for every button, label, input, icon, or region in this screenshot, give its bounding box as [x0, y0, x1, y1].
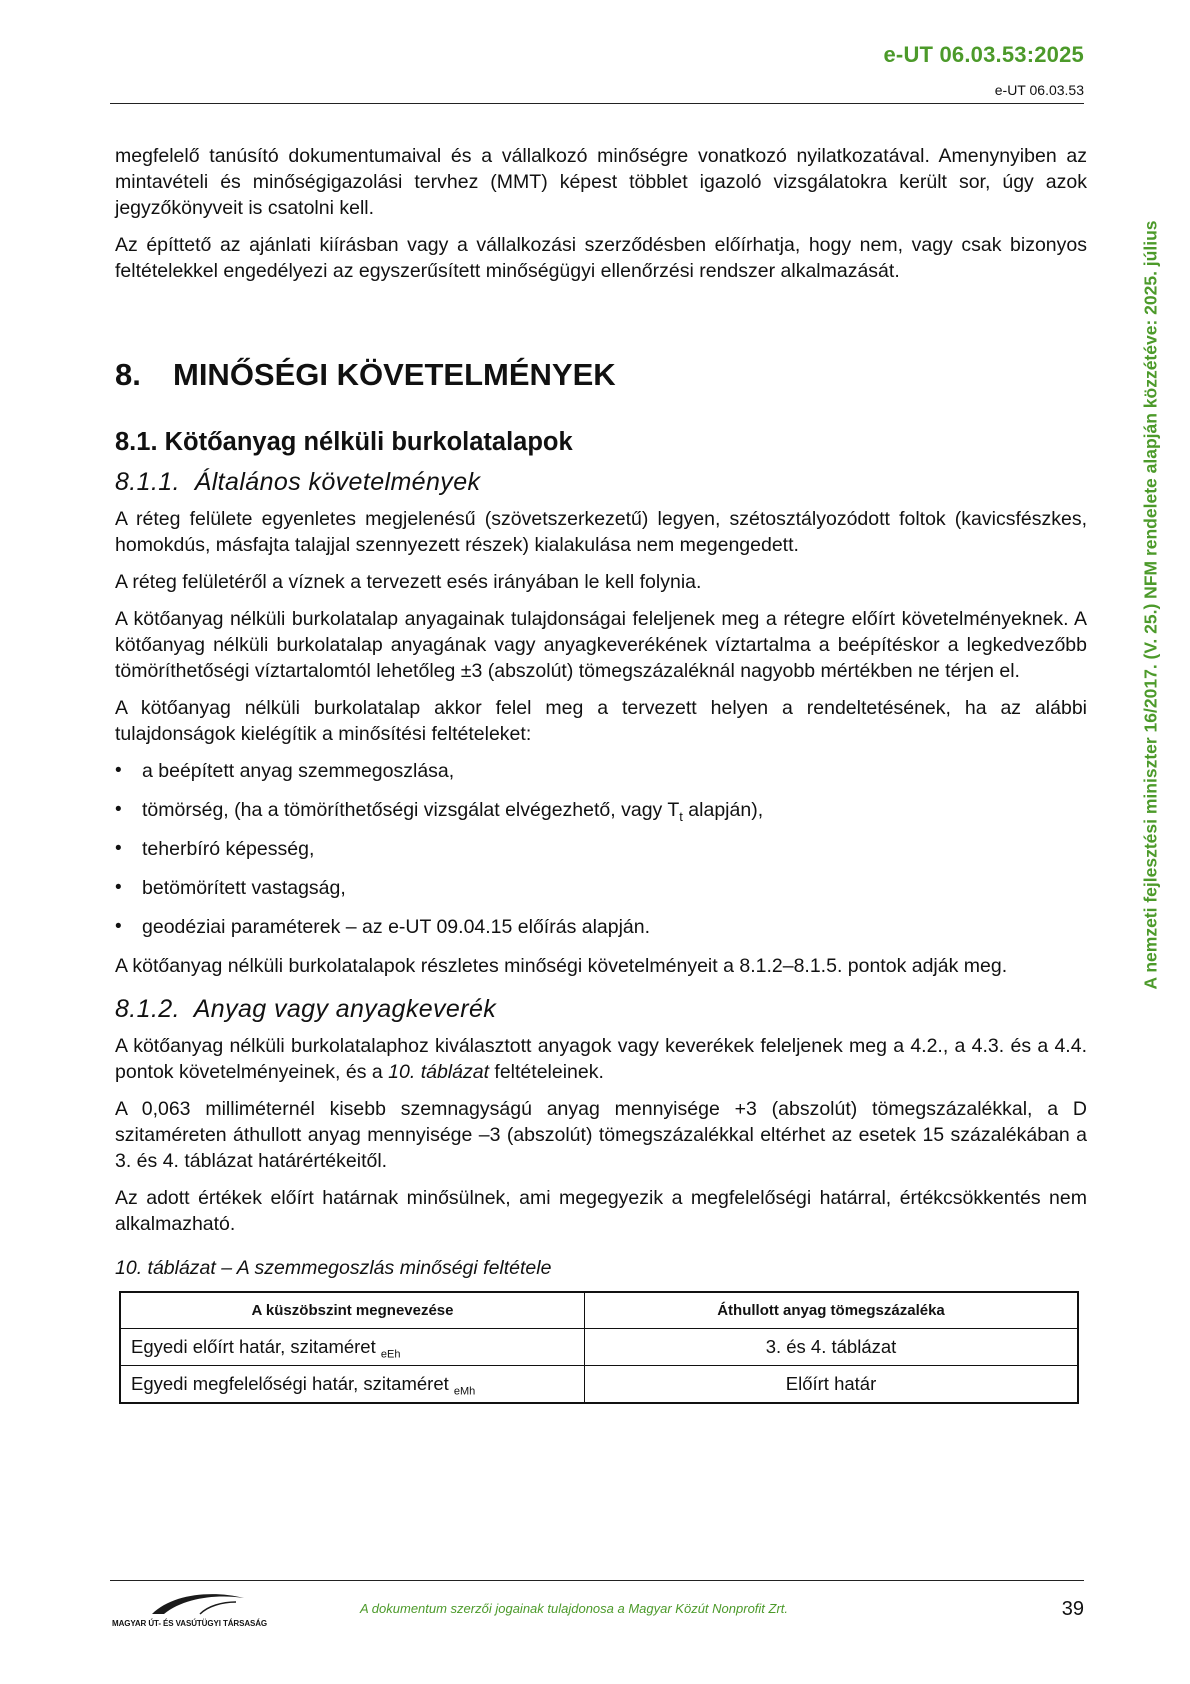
list-item-text: alapján),: [682, 799, 764, 821]
material-paragraph-1: [115, 1033, 1087, 1085]
list-item: • teherbíró képesség,: [115, 836, 1087, 862]
subsection-heading-material: [115, 993, 1087, 1025]
section-heading: 8.1. Kötőanyag nélküli burkolatalapok: [115, 428, 573, 456]
grading-quality-table: [119, 1291, 1079, 1404]
material-paragraph-2: A 0,063 milliméternél kisebb szemnagyságú anyag mennyisége +3 (abszolút) tömegszázalékkal, a D szitaméreten áthullott anyag mennyisége –3 (abszolút) tömegszázalékkal eltérhet az esetek 15 százalékában a 3. és 4. táblázat határértékeitől.: [115, 1098, 1087, 1172]
page-number: 39: [1061, 1598, 1084, 1620]
table-header-passing: Áthullott anyag tömegszázaléka: [585, 1292, 1079, 1329]
general-paragraph-1: A réteg felülete egyenletes megjelenésű (szövetszerkezetű) legyen, szétosztályozódott foltok (kavicsfészkes, homokdús, másfajta talajjal szennyezett részek) kialakulása nem megengedett.: [115, 508, 1087, 556]
chapter-heading: [115, 357, 1087, 393]
table-cell-threshold: [120, 1329, 585, 1366]
table-cell-threshold: [120, 1366, 585, 1404]
subsection-number: 8.1.2.: [115, 995, 180, 1023]
subsection-heading-general: [115, 466, 1087, 498]
table-header-row: [120, 1292, 1078, 1329]
header-divider: [110, 103, 1084, 104]
chapter-number: 8.: [115, 357, 141, 392]
threshold-name: Egyedi előírt határ, szitaméret: [131, 1336, 381, 1357]
material-paragraph-1-text: A kötőanyag nélküli burkolatalaphoz kiválasztott anyagok vagy keverékek feleljenek meg a 4.2., a 4.3. és a 4.4. pontok követelményeinek, és a: [115, 1035, 1087, 1083]
main-content: [115, 143, 1087, 1404]
subsection-number: 8.1.1.: [115, 468, 180, 496]
threshold-subscript: eEh: [380, 1348, 401, 1361]
table-row: [120, 1329, 1078, 1366]
chapter-title: MINŐSÉGI KÖVETELMÉNYEK: [173, 357, 616, 392]
document-subcode: e-UT 06.03.53: [994, 82, 1084, 98]
list-item: [115, 797, 1087, 823]
subsection-title: Anyag vagy anyagkeverék: [193, 995, 497, 1023]
threshold-name: Egyedi megfelelőségi határ, szitaméret: [131, 1373, 454, 1394]
material-paragraph-1-tail: feltételeinek.: [489, 1061, 604, 1083]
general-paragraph-3: A kötőanyag nélküli burkolatalap anyagainak tulajdonságai feleljenek meg a rétegre előírt követelményeknek. A kötőanyag nélküli burkolatalap anyagának vagy anyagkeverékének víztartalma a beépítéskor a legkedvezőbb tömöríthetőségi víztartalomtól lehetőleg ±3 (abszolút) tömegszázaléknál nagyobb mértékben ne térjen el.: [115, 608, 1087, 682]
threshold-subscript: eMh: [453, 1385, 476, 1398]
intro-paragraph-2: Az építtető az ajánlati kiírásban vagy a vállalkozási szerződésben előírhatja, hogy nem, vagy csak bizonyos feltételekkel engedélyezi az egyszerűsített minőségügyi ellenőrzési rendszer alkalmazását.: [115, 234, 1087, 282]
subscript-t: t: [679, 808, 683, 824]
swoosh-logo-icon: [112, 1588, 262, 1618]
intro-paragraph-1: megfelelő tanúsító dokumentumaival és a vállalkozó minőségre vonatkozó nyilatkozatával. Amenynyiben az mintavételi és minőségigazolási tervhez (MMT) képest többlet igazoló vizsgálatokra került sor, úgy azok jegyzőkönyveit is csatolni kell.: [115, 145, 1087, 219]
footer-divider: [110, 1580, 1084, 1581]
list-item: • a beépített anyag szemmegoszlása,: [115, 758, 1087, 784]
society-logo-text: MAGYAR ÚT- ÉS VASÚTÜGYI TÁRSASÁG: [112, 1619, 268, 1628]
general-paragraph-4: A kötőanyag nélküli burkolatalap akkor felel meg a tervezett helyen a rendeltetésének, ha az alábbi tulajdonságok kielégítik a minősítési feltételeket:: [115, 697, 1087, 745]
general-paragraph-5: A kötőanyag nélküli burkolatalapok részletes minőségi követelményeit a 8.1.2–8.1.5. pontok adják meg.: [115, 955, 1008, 977]
list-item-text: tömörség, (ha a tömöríthetőségi vizsgálat elvégezhető, vagy T: [142, 799, 680, 821]
document-code: e-UT 06.03.53:2025: [883, 42, 1084, 67]
table-reference: 10. táblázat: [388, 1061, 489, 1083]
side-publication-note-text: A nemzeti fejlesztési miniszter 16/2017. (V. 25.) NFM rendelete alapján közzétéve: 2025. július: [1140, 220, 1161, 990]
table-header-threshold: A küszöbszint megnevezése: [120, 1292, 585, 1329]
list-item: • geodéziai paraméterek – az e-UT 09.04.15 előírás alapján.: [115, 914, 1087, 940]
list-item: • betömörített vastagság,: [115, 875, 1087, 901]
side-publication-note: [1140, 160, 1162, 1050]
general-paragraph-2: A réteg felületéről a víznek a tervezett esés irányában le kell folynia.: [115, 571, 702, 593]
society-logo: [112, 1588, 268, 1630]
subsection-title: Általános követelmények: [194, 468, 481, 496]
table-cell-value: Előírt határ: [585, 1366, 1079, 1404]
material-paragraph-3: Az adott értékek előírt határnak minősülnek, ami megegyezik a megfelelőségi határral, értékcsökkentés nem alkalmazható.: [115, 1187, 1087, 1235]
table-cell-value: 3. és 4. táblázat: [585, 1329, 1079, 1366]
table-caption: 10. táblázat – A szemmegoszlás minőségi feltétele: [115, 1257, 552, 1279]
table-row: [120, 1366, 1078, 1404]
copyright-note: A dokumentum szerzői jogainak tulajdonosa a Magyar Közút Nonprofit Zrt.: [360, 1601, 789, 1616]
qualification-criteria-list: [115, 758, 1087, 940]
